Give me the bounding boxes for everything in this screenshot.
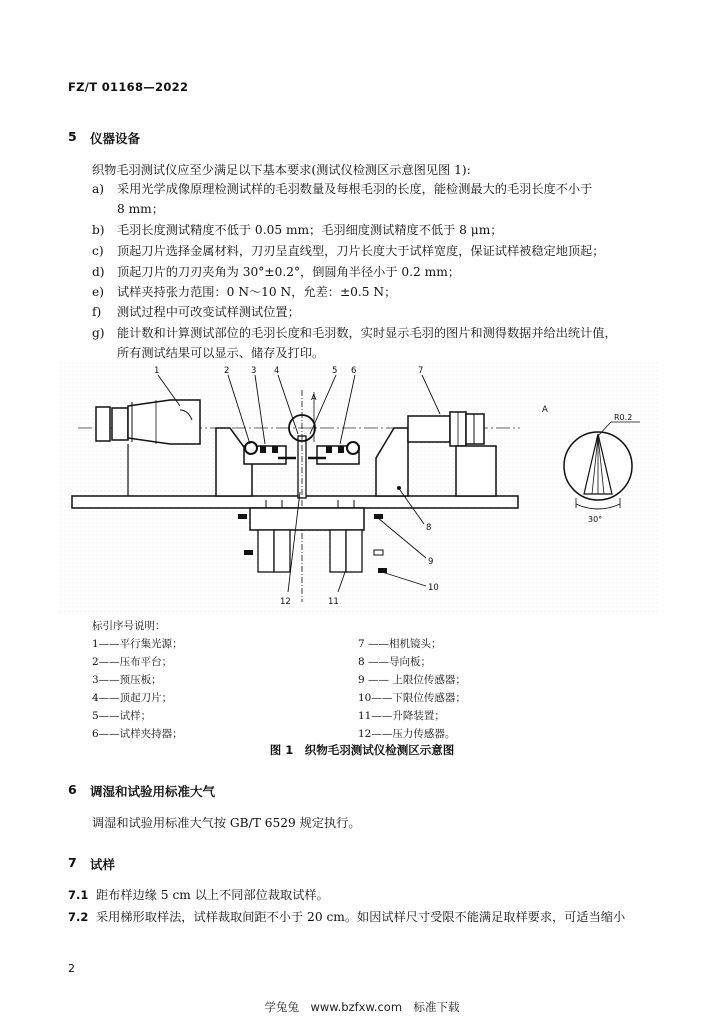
- callout-5: 5: [332, 366, 338, 376]
- item-label-a: a): [92, 182, 105, 196]
- legend-item-12: 12——压力传感器。: [358, 728, 456, 740]
- section-6-number: 6: [68, 782, 77, 797]
- lifting-device: [330, 530, 346, 572]
- item-label-b: b): [92, 223, 105, 237]
- clause-7-1-text: 距布样边缘 5 cm 以上不同部位裁取试样。: [96, 888, 329, 902]
- legend-item-11: 11——升降装置；: [358, 710, 445, 722]
- callout-11: 11: [328, 597, 339, 607]
- angle-label: 30°: [588, 515, 603, 524]
- legend-item-9: 9 —— 上限位传感器；: [358, 674, 466, 686]
- item-label-f: f): [92, 305, 102, 319]
- callout-7: 7: [418, 366, 424, 376]
- item-g-line-1: 能计数和计算测试部位的毛羽长度和毛羽数，实时显示毛羽的图片和测得数据并给出统计值，: [117, 326, 617, 340]
- figure-1-diagram: [60, 362, 660, 612]
- page-number: 2: [68, 962, 75, 975]
- section-7-title: 试样: [90, 857, 116, 872]
- section-5-title: 仪器设备: [90, 131, 141, 146]
- item-label-d: d): [92, 265, 105, 279]
- base-frame: [72, 496, 518, 508]
- clause-7-1-number: 7.1: [68, 888, 89, 902]
- legend-item-6: 6——试样夹持器；: [92, 728, 183, 740]
- footer-watermark: 学兔兔 www.bzfxw.com 标准下载: [264, 1000, 460, 1014]
- item-f-line-1: 测试过程中可改变试样测试位置；: [117, 305, 300, 319]
- callout-6: 6: [351, 366, 357, 376]
- legend-item-2: 2——压布平台；: [92, 656, 173, 668]
- callout-9: 9: [428, 557, 434, 567]
- legend-title: 标引序号说明：: [92, 620, 166, 632]
- standard-id: FZ/T 01168—2022: [68, 80, 189, 94]
- item-g-line-2: 所有测试结果可以显示、储存及打印。: [117, 346, 325, 360]
- item-e-line-1: 试样夹持张力范围：0 N～10 N，允差：±0.5 N；: [117, 285, 397, 299]
- callout-12: 12: [280, 597, 291, 607]
- figure-1-caption: 图 1 织物毛羽测试仪检测区示意图: [269, 743, 455, 757]
- item-c-line-1: 顶起刀片选择金属材料，刀刃呈直线型，刀片长度大于试样宽度，保证试样被稳定地顶起；: [117, 244, 605, 258]
- item-a-line-2: 8 mm；: [117, 202, 164, 216]
- item-label-e: e): [92, 285, 104, 299]
- section-5-intro: 织物毛羽测试仪应至少满足以下基本要求(测试仪检测区示意图见图 1):: [92, 163, 471, 177]
- callout-4: 4: [274, 366, 280, 376]
- camera-lens: [408, 412, 484, 446]
- callout-3: 3: [251, 366, 257, 376]
- section-5-number: 5: [68, 129, 77, 144]
- section-mark-a: A: [542, 405, 548, 415]
- clause-7-2-number: 7.2: [68, 910, 89, 924]
- item-label-g: g): [92, 326, 105, 340]
- item-b-line-1: 毛羽长度测试精度不低于 0.05 mm；毛羽细度测试精度不低于 8 μm；: [117, 223, 503, 237]
- callout-2: 2: [224, 366, 230, 376]
- radius-label: R0.2: [614, 413, 633, 422]
- item-a-line-1: 采用光学成像原理检测试样的毛羽数量及每根毛羽的长度，能检测最大的毛羽长度不小于: [117, 182, 593, 196]
- legend-item-5: 5——试样；: [92, 710, 152, 722]
- legend-item-8: 8 ——导向板；: [358, 656, 432, 668]
- detail-label-a: A: [311, 393, 317, 402]
- item-label-c: c): [92, 244, 104, 258]
- legend-item-4: 4——顶起刀片；: [92, 692, 173, 704]
- clause-7-2-text: 采用梯形取样法，试样裁取间距不小于 20 cm。如因试样尺寸受限不能满足取样要求，可适当缩小: [96, 910, 626, 924]
- legend-item-10: 10——下限位传感器；: [358, 692, 466, 704]
- callout-10: 10: [428, 583, 439, 593]
- legend-item-7: 7 ——相机镜头；: [358, 638, 442, 650]
- section-6-text: 调湿和试验用标准大气按 GB/T 6529 规定执行。: [92, 816, 361, 830]
- section-6-title: 调湿和试验用标准大气: [90, 784, 216, 799]
- legend-item-1: 1——平行集光源；: [92, 638, 183, 650]
- legend-item-3: 3——预压板；: [92, 674, 162, 686]
- callout-1: 1: [154, 366, 160, 376]
- item-d-line-1: 顶起刀片的刀刃夹角为 30°±0.2°，倒圆角半径小于 0.2 mm；: [117, 265, 460, 279]
- section-7-number: 7: [68, 855, 77, 870]
- callout-8: 8: [426, 523, 432, 533]
